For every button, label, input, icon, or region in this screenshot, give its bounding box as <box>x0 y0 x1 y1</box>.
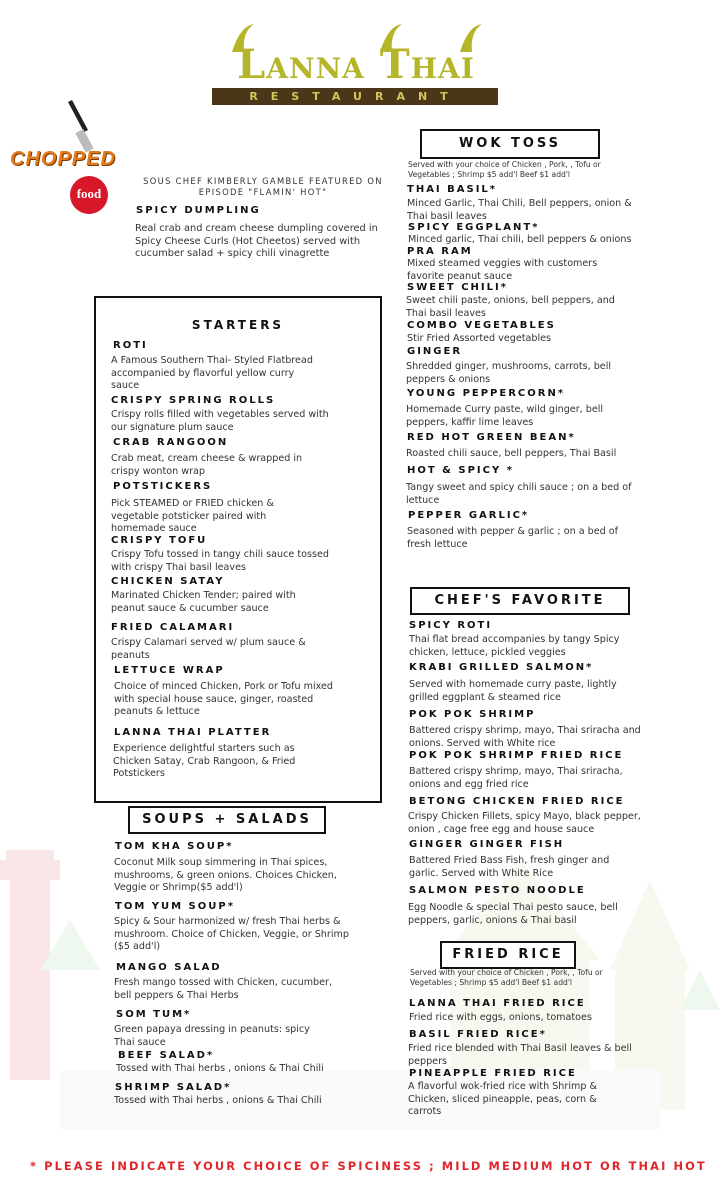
food-network-text: food <box>76 186 102 201</box>
starter-desc: Crispy Tofu tossed in tangy chili sauce tossed with crispy Thai basil leaves <box>111 549 329 573</box>
wok-title-box <box>420 129 600 159</box>
fried-rice-name: LANNA THAI FRIED RICE <box>409 998 586 1009</box>
starter-desc: Crab meat, cream cheese & wrapped in crispy wonton wrap <box>111 453 303 477</box>
starter-name: FRIED CALAMARI <box>111 622 235 633</box>
chopped-caption: SOUS CHEF KIMBERLY GAMBLE FEATURED ON EPISODE "FLAMIN' HOT" <box>143 176 383 197</box>
chopped-logo: CHOPPED <box>10 148 116 170</box>
chef-desc: Battered crispy shrimp, mayo, Thai sriracha, onions and egg fried rice <box>409 766 623 790</box>
soup-name: SHRIMP SALAD* <box>115 1082 232 1093</box>
chopped-item-name: SPICY DUMPLING <box>136 205 261 216</box>
starter-desc: Pick STEAMED or FRIED chicken & vegetable potsticker paired with homemade sauce <box>111 498 274 534</box>
fried-rice-title: FRIED RICE <box>452 947 564 962</box>
starter-name: CRAB RANGOON <box>113 437 229 448</box>
chef-name: GINGER GINGER FISH <box>409 839 565 850</box>
chef-desc: Egg Noodle & special Thai pesto sauce, bell peppers, garlic, onions & Thai basil <box>408 902 618 926</box>
starter-name: CRISPY SPRING ROLLS <box>111 395 276 406</box>
soups-title: SOUPS + SALADS <box>142 812 312 827</box>
starter-desc: Crispy rolls filled with vegetables served with our signature plum sauce <box>111 409 329 433</box>
wok-desc: Minced Garlic, Thai Chili, Bell peppers, onion & Thai basil leaves <box>407 198 632 222</box>
chef-name: KRABI GRILLED SALMON* <box>409 662 594 673</box>
fried-rice-desc: Fried rice with eggs, onions, tomatoes <box>409 1012 592 1023</box>
logo <box>210 18 502 106</box>
wok-name: YOUNG PEPPERCORN* <box>407 388 566 399</box>
chef-desc: Battered Fried Bass Fish, fresh ginger and garlic. Served with White Rice <box>409 855 610 879</box>
starter-name: LANNA THAI PLATTER <box>114 727 272 738</box>
chef-name: POK POK SHRIMP FRIED RICE <box>409 750 624 761</box>
starter-name: LETTUCE WRAP <box>114 665 225 676</box>
soup-desc: Coconut Milk soup simmering in Thai spices, mushrooms, & green onions. Choices Chicken, Veggie or Shrimp($5 add'l) <box>114 857 337 893</box>
wok-name: SPICY EGGPLANT* <box>408 222 540 233</box>
fried-rice-name: PINEAPPLE FRIED RICE <box>409 1068 577 1079</box>
wok-name: GINGER <box>407 346 463 357</box>
soup-desc: Tossed with Thai herbs , onions & Thai Chili <box>116 1063 324 1074</box>
soup-name: TOM YUM SOUP* <box>115 901 235 912</box>
fried-rice-desc: Fried rice blended with Thai Basil leaves & bell peppers <box>408 1043 632 1067</box>
wok-name: SWEET CHILI* <box>407 282 508 293</box>
wok-title: WOK TOSS <box>458 136 562 151</box>
wok-name: THAI BASIL* <box>407 184 498 195</box>
wok-desc: Tangy sweet and spicy chili sauce ; on a bed of lettuce <box>406 482 632 506</box>
starter-desc: Experience delightful starters such as Chicken Satay, Crab Rangoon, & Fried Potstickers <box>113 743 296 779</box>
wok-note: Served with your choice of Chicken , Pork, , Tofu or Vegetables ; Shrimp $5 add'l Beef $1 add'l <box>408 160 601 179</box>
wok-name: RED HOT GREEN BEAN* <box>407 432 576 443</box>
chef-desc: Served with homemade curry paste, lightly grilled eggplant & steamed rice <box>409 679 617 703</box>
chef-desc: Crispy Chicken Fillets, spicy Mayo, black pepper, onion , cage free egg and house sauce <box>408 811 641 835</box>
fried-rice-desc: A flavorful wok-fried rice with Shrimp & Chicken, sliced pineapple, peas, corn & carrots <box>408 1081 597 1117</box>
wok-desc: Stir Fried Assorted vegetables <box>407 333 552 344</box>
fried-rice-title-box <box>440 941 576 969</box>
wok-desc: Seasoned with pepper & garlic ; on a bed of fresh lettuce <box>407 526 619 550</box>
starter-name: CHICKEN SATAY <box>111 576 225 587</box>
starter-desc: Choice of minced Chicken, Pork or Tofu mixed with special house sauce, ginger, roasted peanuts & lettuce <box>114 681 333 717</box>
chopped-item-desc: Real crab and cream cheese dumpling covered in Spicy Cheese Curls (Hot Cheetos) served with cucumber salad + spicy chili vinagrette <box>135 223 378 259</box>
soup-desc: Spicy & Sour harmonized w/ fresh Thai herbs & mushroom. Choice of Chicken, Veggie, or Shrimp ($5 add'l) <box>114 916 349 952</box>
wok-name: HOT & SPICY * <box>407 465 514 476</box>
starter-desc: Marinated Chicken Tender; paired with peanut sauce & cucumber sauce <box>111 590 296 614</box>
starter-name: POTSTICKERS <box>113 481 213 492</box>
wok-name: PRA RAM <box>407 246 473 257</box>
chef-name: SPICY ROTI <box>409 620 493 631</box>
wok-desc: Sweet chili paste, onions, bell peppers, and Thai basil leaves <box>406 295 615 319</box>
fried-rice-name: BASIL FRIED RICE* <box>409 1029 547 1040</box>
logo-main-text: Lanna Thai <box>237 41 475 88</box>
soup-desc: Tossed with Thai herbs , onions & Thai Chili <box>114 1095 322 1106</box>
starter-desc: Crispy Calamari served w/ plum sauce & peanuts <box>111 637 306 661</box>
chef-title-box <box>410 587 630 615</box>
soup-name: BEEF SALAD* <box>118 1050 215 1061</box>
soup-name: MANGO SALAD <box>116 962 222 973</box>
chef-desc: Battered crispy shrimp, mayo, Thai sriracha and onions. Served with White rice <box>409 725 641 749</box>
soups-title-box <box>128 806 326 834</box>
spiciness-note: * PLEASE INDICATE YOUR CHOICE OF SPICINESS ; MILD MEDIUM HOT OR THAI HOT <box>30 1159 707 1173</box>
logo-subtitle-band <box>212 88 498 105</box>
soup-desc: Green papaya dressing in peanuts: spicy Thai sauce <box>114 1024 310 1048</box>
wok-name: PEPPER GARLIC* <box>408 510 530 521</box>
chef-desc: Thai flat bread accompanies by tangy Spicy chicken, lettuce, pickled veggies <box>409 634 620 658</box>
chef-title: CHEF'S FAVORITE <box>434 593 606 608</box>
wok-name: COMBO VEGETABLES <box>407 320 556 331</box>
soup-name: TOM KHA SOUP* <box>115 841 234 852</box>
logo-subtitle: RESTAURANT <box>249 90 461 103</box>
food-network-logo <box>70 176 108 214</box>
starter-desc: A Famous Southern Thai- Styled Flatbread accompanied by flavorful yellow curry sauce <box>111 355 313 391</box>
soup-desc: Fresh mango tossed with Chicken, cucumber, bell peppers & Thai Herbs <box>114 977 333 1001</box>
chef-name: BETONG CHICKEN FRIED RICE <box>409 796 625 807</box>
soup-name: SOM TUM* <box>116 1009 192 1020</box>
fried-rice-note: Served with your choice of Chicken , Pork, , Tofu or Vegetables ; Shrimp $5 add'l Beef $1 add'l <box>410 968 603 987</box>
wok-desc: Minced garlic, Thai chili, bell peppers & onions <box>408 234 632 245</box>
wok-desc: Homemade Curry paste, wild ginger, bell peppers, kaffir lime leaves <box>406 404 604 428</box>
chef-name: SALMON PESTO NOODLE <box>409 885 586 896</box>
wok-desc: Mixed steamed veggies with customers favorite peanut sauce <box>407 258 598 282</box>
starter-name: CRISPY TOFU <box>111 535 208 546</box>
wok-desc: Shredded ginger, mushrooms, carrots, bell peppers & onions <box>406 361 612 385</box>
starters-title: STARTERS <box>191 318 285 332</box>
chef-name: POK POK SHRIMP <box>409 709 536 720</box>
wok-desc: Roasted chili sauce, bell peppers, Thai Basil <box>406 448 617 459</box>
starter-name: ROTI <box>113 340 148 351</box>
